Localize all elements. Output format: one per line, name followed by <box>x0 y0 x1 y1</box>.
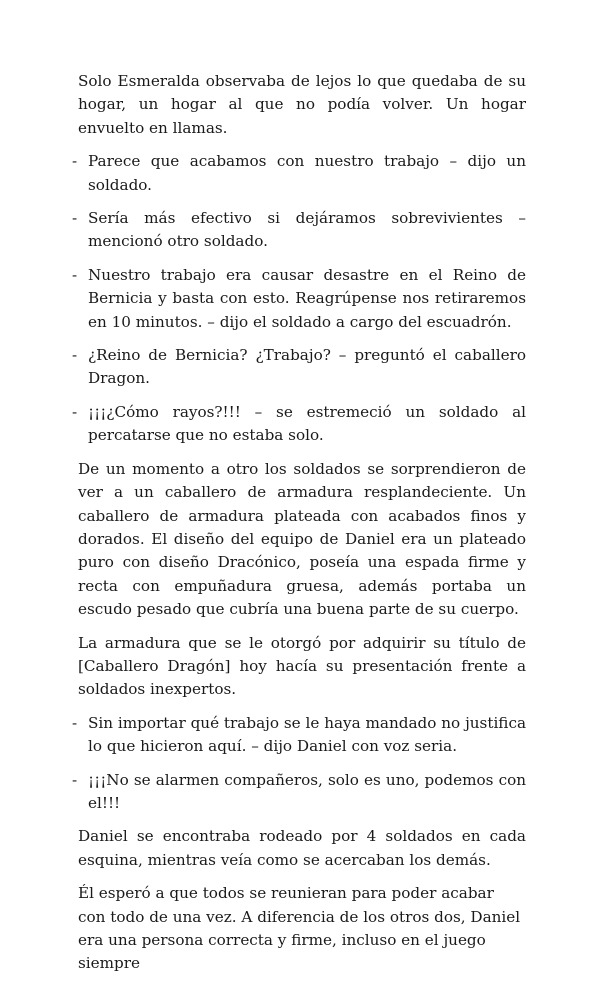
book-page <box>72 70 526 986</box>
dialogue-3 <box>72 264 526 334</box>
dialogue-dash: - <box>72 770 78 789</box>
dialogue-dash: - <box>72 209 78 228</box>
dialogue-5 <box>72 401 526 448</box>
dialogue-6 <box>72 712 526 759</box>
dialogue-dash: - <box>72 346 78 365</box>
dialogue-text: Parece que acabamos con nuestro trabajo – dijo un soldado. <box>88 152 526 194</box>
dialogue-dash: - <box>72 152 78 171</box>
dialogue-7 <box>72 769 526 816</box>
dialogue-text: ¿Reino de Bernicia? ¿Trabajo? – preguntó el caballero Dragon. <box>88 346 526 388</box>
dialogue-dash: - <box>72 402 78 421</box>
paragraph-4: Daniel se encontraba rodeado por 4 soldados en cada esquina, mientras veía como se acercaban los demás. <box>78 827 526 869</box>
paragraph-5: Él esperó a que todos se reunieran para poder acabar con todo de una vez. A diferencia de los otros dos, Daniel era una persona correcta y firme, incluso en el juego siempre <box>78 884 521 973</box>
paragraph-1: Solo Esmeralda observaba de lejos lo que quedaba de su hogar, un hogar al que no podía volver. Un hogar envuelto en llamas. <box>78 72 526 137</box>
dialogue-2 <box>72 207 526 254</box>
dialogue-text: Sin importar qué trabajo se le haya mandado no justifica lo que hicieron aquí. – dijo Daniel con voz seria. <box>88 713 526 756</box>
dialogue-text: ¡¡¡No se alarmen compañeros, solo es uno, podemos con el!!! <box>88 770 526 812</box>
paragraph-3: La armadura que se le otorgó por adquirir su título de [Caballero Dragón] hoy hacía su presentación frente a soldados inexpertos. <box>78 633 526 699</box>
dialogue-4 <box>72 344 526 391</box>
dialogue-1 <box>72 150 526 197</box>
dialogue-dash: - <box>72 265 78 284</box>
dialogue-text: Nuestro trabajo era causar desastre en el Reino de Bernicia y basta con esto. Reagrúpense nos retiraremos en 10 minutos. – dijo el soldado a cargo del escuadrón. <box>88 265 526 331</box>
dialogue-text: ¡¡¡¿Cómo rayos?!!! – se estremeció un soldado al percatarse que no estaba solo. <box>88 402 526 445</box>
dialogue-text: Sería más efectivo si dejáramos sobrevivientes – mencionó otro soldado. <box>88 209 526 251</box>
paragraph-2: De un momento a otro los soldados se sorprendieron de ver a un caballero de armadura resplandeciente. Un caballero de armadura plateada con acabados finos y dorados. El diseño del equipo de Daniel era un plateado puro con diseño Dracónico, poseía una espada firme y recta con empuñadura gruesa, además portaba un escudo pesado que cubría una buena parte de su cuerpo. <box>78 459 526 619</box>
dialogue-dash: - <box>72 713 78 732</box>
